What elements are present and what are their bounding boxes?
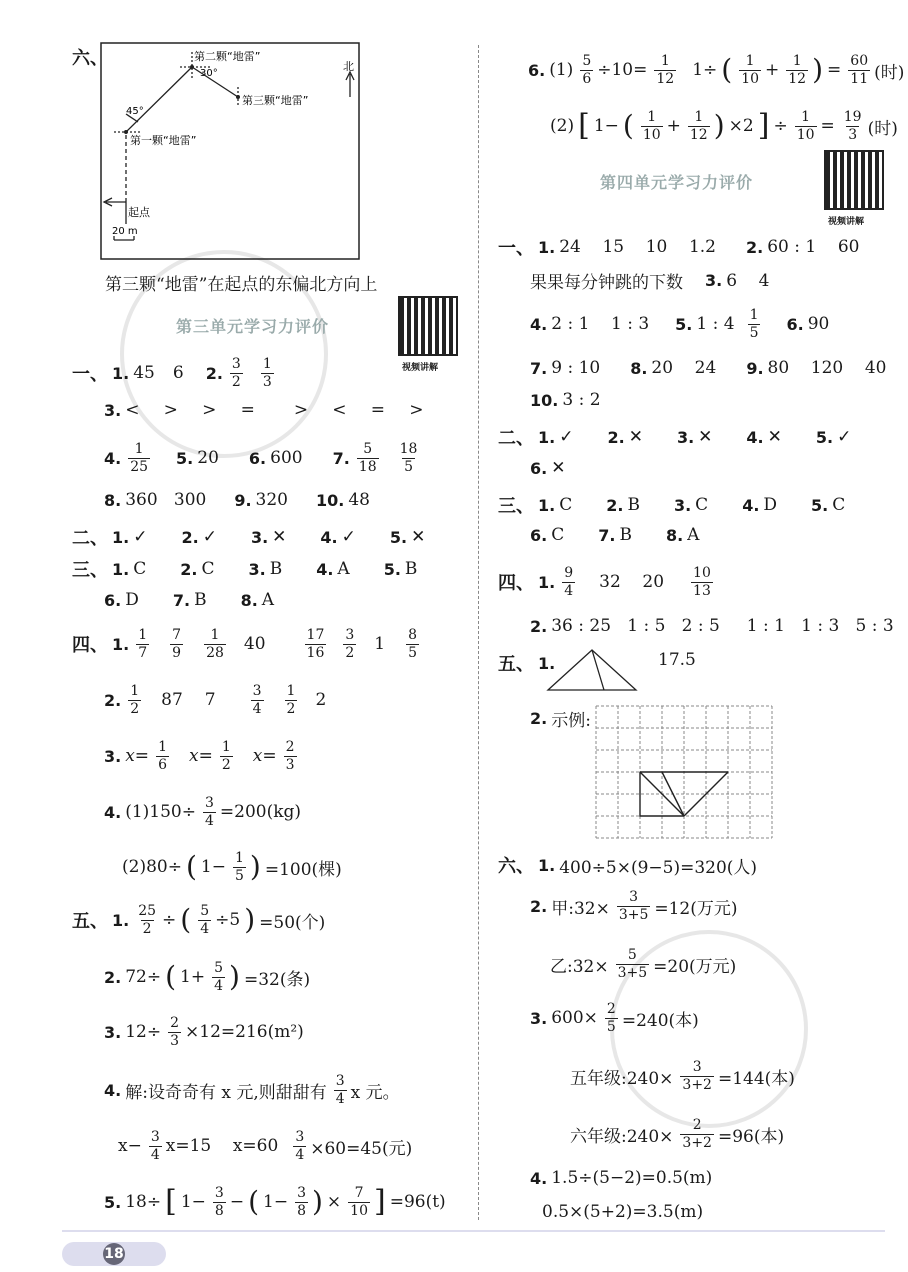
answer-value: 1− <box>200 857 226 877</box>
answer-value: (2)80÷ <box>122 857 182 877</box>
answer-value: =100(棵) <box>264 859 342 880</box>
answer-value: 12÷ <box>125 1022 162 1042</box>
answer-value: 1 : 4 <box>696 314 735 334</box>
fraction: 9 4 <box>564 565 574 599</box>
answer-value: C <box>133 559 147 579</box>
section-label: 五、 <box>498 654 534 675</box>
section-label: 一、 <box>498 238 534 259</box>
answer-value: 2 : 1 1 : 3 <box>551 314 650 334</box>
answer-value: 1− <box>180 1192 206 1212</box>
answer-value: 400÷5×(9−5)=320(人) <box>559 857 758 878</box>
answer-value: =32(条) <box>243 969 311 990</box>
answer-value: − <box>229 1192 245 1212</box>
answer-value: C <box>551 525 565 545</box>
answer-value: B <box>619 525 632 545</box>
answer-value: C <box>695 495 709 515</box>
question-number: 6. <box>530 525 548 545</box>
section-label: 四、 <box>72 635 108 656</box>
fraction: $\frac{1}{5}$ <box>234 850 244 884</box>
fraction: 1 2 <box>286 683 296 717</box>
answer-row <box>118 1124 416 1168</box>
question-number: 2. <box>530 616 548 636</box>
question-number: 4. <box>746 427 764 447</box>
fraction: 3 4 <box>335 1073 345 1107</box>
answer-value: x= <box>252 746 277 766</box>
answer-value: (2) <box>550 116 575 136</box>
question-number: 2. <box>104 690 122 710</box>
answer-value: < > > = > < = > <box>125 400 426 420</box>
fraction: $\frac{1}{6}$ <box>158 739 167 773</box>
answer-row <box>550 942 740 986</box>
answer-value: 320 <box>255 490 288 510</box>
answer-value: 9 : 10 <box>551 358 601 378</box>
question-number: 4. <box>742 495 760 515</box>
fraction: $\frac{3}{8}$ <box>297 1185 306 1219</box>
answer-row <box>104 678 330 722</box>
fraction: $\frac{19}{3}$ <box>843 109 862 143</box>
fraction: $\frac{3}{4}$ <box>205 795 214 829</box>
question-number: 5. <box>811 495 829 515</box>
answer-value: (时) <box>874 62 905 83</box>
answer-value: x 元。 <box>350 1082 400 1103</box>
answer-value: 48 <box>348 490 370 510</box>
question-number: 6. <box>248 448 267 468</box>
page-number-badge <box>62 1242 166 1266</box>
fraction: $\frac{1}{10}$ <box>796 109 815 143</box>
answer-row <box>570 1112 788 1156</box>
question-number: 4. <box>104 1080 122 1100</box>
answer-value: ✓ <box>202 527 217 547</box>
question-number: 8. <box>240 590 258 610</box>
fraction: 3 2 <box>231 356 241 390</box>
question-number: 1. <box>112 527 130 547</box>
answer-value: (时) <box>867 118 898 139</box>
fraction: $\frac{3}{4}$ <box>295 1129 305 1163</box>
section-label: 三、 <box>498 496 534 517</box>
answer-value: 24 15 10 1.2 <box>559 237 716 257</box>
question-number: 5. <box>389 527 408 547</box>
answer-value: x=15 x=60 <box>165 1136 279 1156</box>
answer-row <box>498 560 717 604</box>
answer-value: 87 <box>161 690 183 710</box>
question-number: 7. <box>530 358 548 378</box>
answer-value: + <box>666 116 681 136</box>
answer-value: 20 <box>197 448 219 468</box>
answer-row <box>104 400 429 420</box>
question-number: 7. <box>332 448 350 468</box>
answer-value: (1) <box>549 60 574 80</box>
answer-value: =50(个) <box>259 912 326 933</box>
unit4-title: 第四单元学习力评价 <box>600 173 754 192</box>
answer-row <box>530 996 703 1040</box>
fraction: 1 3 <box>262 356 272 390</box>
question-number: 2. <box>205 363 223 383</box>
answer-row <box>498 234 863 260</box>
section-label: 一、 <box>72 364 108 385</box>
fraction: $\frac{2}{3}$ <box>285 739 295 773</box>
answer-value: 1.5÷(5−2)=0.5(m) <box>551 1168 713 1188</box>
answer-value: 1− <box>263 1192 289 1212</box>
answer-row <box>498 852 761 878</box>
section-label: 五、 <box>72 911 108 932</box>
section-label: 四、 <box>498 573 534 594</box>
answer-value: A <box>337 559 350 579</box>
answer-value: 果果每分钟跳的下数 <box>530 273 683 293</box>
answer-value: =200(kg) <box>219 802 302 822</box>
section-label: 三、 <box>72 560 108 581</box>
question-number: 5. <box>176 448 194 468</box>
answer-row <box>72 524 459 550</box>
answer-value: 1÷ <box>692 60 718 80</box>
answer-value: 五年级:240× <box>570 1068 674 1089</box>
question-number: 7. <box>598 525 616 545</box>
question-number: 1. <box>538 427 556 447</box>
fraction: 1 2 <box>130 683 140 717</box>
fraction: $\frac{1}{2}$ <box>221 739 231 773</box>
fraction: 17 16 <box>306 627 325 661</box>
answer-value: 甲:32× <box>551 898 610 919</box>
answer-value: 20 24 <box>651 358 717 378</box>
grid-drawing-example <box>594 704 776 840</box>
question-number: 10. <box>316 490 345 510</box>
fraction: 1 28 <box>206 627 224 661</box>
map-label-scale: 20 m <box>112 226 138 237</box>
answer-row <box>104 1010 308 1054</box>
question-number: 2. <box>606 495 624 515</box>
answer-row: 2. 72÷ ( 1+ $\frac{5}{4}$ ) =32(条) <box>104 960 311 994</box>
answer-value: ÷10= <box>597 60 648 80</box>
question-number: 4. <box>104 802 122 822</box>
answer-value: ×12=216(m²) <box>185 1022 304 1042</box>
question-number: 8. <box>630 358 648 378</box>
answer-value: + <box>765 60 780 80</box>
question-number: 2. <box>607 427 625 447</box>
question-number: 2. <box>530 896 548 916</box>
question-number: 1. <box>538 653 556 673</box>
map-label-mine1: 第一颗“地雷” <box>130 134 197 147</box>
question-number: 5. <box>815 427 834 447</box>
question-number: 1. <box>538 237 556 257</box>
question-number: 1. <box>112 363 130 383</box>
answer-value: 1+ <box>180 967 206 987</box>
answer-row <box>658 650 700 670</box>
fraction: $\frac{3}{3+2}$ <box>682 1059 712 1093</box>
answer-value: 360 300 <box>125 490 207 510</box>
column-divider <box>478 45 479 1220</box>
answer-value: 6 4 <box>726 270 770 291</box>
answer-value: 乙:32× <box>550 956 609 977</box>
question-number: 4. <box>104 448 122 468</box>
answer-row <box>72 622 423 666</box>
fraction: $\frac{3}{4}$ <box>150 1129 160 1163</box>
answer-value: ×2 <box>728 116 754 136</box>
answer-value: 45 <box>133 363 155 383</box>
fraction: 1 5 <box>749 307 759 341</box>
qr-code-icon[interactable] <box>398 296 458 356</box>
answer-row <box>530 706 595 731</box>
section-six-label: 六、 <box>72 48 108 69</box>
question-number: 2. <box>104 967 122 987</box>
answer-row <box>498 492 879 518</box>
answer-row <box>530 268 773 293</box>
fraction: $\frac{2}{3}$ <box>170 1015 180 1049</box>
answer-value: 72÷ <box>125 967 162 987</box>
fraction: $\frac{5}{4}$ <box>200 903 210 937</box>
question-number: 3. <box>104 400 122 420</box>
answer-row <box>530 302 833 346</box>
question-number: 3. <box>248 559 266 579</box>
fraction: $\frac{5}{6}$ <box>582 53 592 87</box>
question-number: 3. <box>250 527 269 547</box>
fraction: 1 10 <box>642 109 661 143</box>
page-number: 18 <box>103 1243 125 1265</box>
answer-row <box>104 790 305 834</box>
answer-value: A <box>687 525 700 545</box>
answer-value: =20(万元) <box>653 956 737 977</box>
question-number: 2. <box>180 559 198 579</box>
unit3-title: 第三单元学习力评价 <box>176 317 330 336</box>
qr-caption: 视频讲解 <box>828 217 865 227</box>
answer-value: x= <box>125 746 150 766</box>
answer-row <box>530 525 733 545</box>
map-label-mine3: 第三颗“地雷” <box>242 94 309 107</box>
answer-value: 3 : 2 <box>562 390 601 410</box>
fraction: $\frac{1}{12}$ <box>656 53 675 87</box>
answer-row <box>72 556 451 582</box>
answer-value: B <box>194 590 207 610</box>
question-number: 2. <box>181 527 199 547</box>
map-label-angle45: 45° <box>126 106 144 117</box>
question-number: 3. <box>104 1022 122 1042</box>
question-number: 8. <box>665 525 684 545</box>
question-number: 5. <box>104 1192 122 1212</box>
fraction: 1 7 <box>138 627 148 661</box>
answer-value: D <box>125 590 139 610</box>
question-number: 1. <box>112 559 130 579</box>
fraction: $\frac{7}{10}$ <box>350 1185 368 1219</box>
answer-row <box>104 490 374 510</box>
fraction: $\frac{5}{4}$ <box>214 960 224 994</box>
answer-value: =240(本) <box>621 1010 699 1031</box>
answer-row: 6. (1) $\frac{5}{6}$ ÷10= $\frac{1}{12}$ 1÷ ( 1 10 + $\frac{1}{12}$ ) = $\frac{60}{11}$ (时) <box>528 53 905 87</box>
fraction: $\frac{2}{3+2}$ <box>682 1117 712 1151</box>
answer-value: 解:设奇奇有 x 元,则甜甜有 <box>125 1082 327 1103</box>
answer-row <box>530 458 599 478</box>
answer-value: 示例: <box>551 711 591 731</box>
question-number: 10. <box>530 390 559 410</box>
answer-value: =12(万元) <box>654 898 738 919</box>
fraction: 8 5 <box>408 627 418 661</box>
answer-value: ✕ <box>767 427 782 447</box>
section-label: 二、 <box>72 528 108 549</box>
answer-value: ✕ <box>628 427 643 447</box>
map-label-north: 北 <box>343 60 354 73</box>
answer-row <box>530 390 605 410</box>
answer-row <box>104 590 308 610</box>
answer-row <box>104 438 423 478</box>
answer-value: x= <box>188 746 213 766</box>
answer-row <box>530 1168 716 1188</box>
answer-value: 18÷ <box>125 1192 162 1212</box>
answer-row: 五、 1. $\frac{25}{2}$ ÷ ( $\frac{5}{4}$ ÷5 ) =50(个) <box>72 903 326 937</box>
six-answer-text: 第三颗“地雷”在起点的东偏北方向上 <box>105 275 378 295</box>
question-number: 1. <box>538 855 556 875</box>
fraction: $\frac{25}{2}$ <box>138 903 157 937</box>
answer-value: 1− <box>593 116 619 136</box>
answer-value: B <box>627 495 640 515</box>
answer-value: ✓ <box>837 427 852 447</box>
answer-value: 17.5 <box>658 650 696 670</box>
answer-value: 90 <box>807 314 830 334</box>
answer-value: 7 <box>204 690 216 710</box>
question-number: 9. <box>746 358 764 378</box>
section-label: 二、 <box>498 428 534 449</box>
answer-value: =96(本) <box>717 1126 785 1147</box>
answer-value: ✓ <box>341 527 356 547</box>
answer-value: ✕ <box>411 527 426 547</box>
fraction: 1 10 <box>741 53 760 87</box>
fraction: 18 5 <box>399 441 418 475</box>
answer-value: =144(本) <box>717 1068 795 1089</box>
question-number: 3. <box>676 427 695 447</box>
fraction: 5 18 <box>358 441 377 475</box>
answer-value: ÷5 <box>215 910 241 930</box>
question-number: 4. <box>530 1168 548 1188</box>
answer-row <box>498 424 885 450</box>
question-number: 2. <box>746 237 764 257</box>
answer-value: = <box>827 60 842 80</box>
triangle-figure <box>546 646 638 692</box>
answer-value: ✓ <box>133 527 148 547</box>
map-label-angle30: 30° <box>200 68 218 79</box>
answer-value: ×60=45(元) <box>310 1138 413 1159</box>
answer-value: B <box>269 559 283 579</box>
answer-value: 600 <box>270 448 303 468</box>
answer-value: C <box>559 495 573 515</box>
question-number: 4. <box>530 314 548 334</box>
answer-value: 60 : 1 60 <box>767 237 860 257</box>
fraction: $\frac{5}{3+5}$ <box>617 947 648 981</box>
answer-value: 32 20 <box>599 572 665 592</box>
answer-row <box>542 1202 707 1222</box>
answer-row <box>104 1068 404 1112</box>
answer-value: ✕ <box>551 458 566 478</box>
answer-row <box>72 355 278 391</box>
question-number: 1. <box>538 572 556 592</box>
answer-value: D <box>763 495 778 515</box>
section-label: 六、 <box>498 856 534 877</box>
question-number: 6. <box>528 60 546 80</box>
fraction: $\frac{2}{5}$ <box>606 1001 616 1035</box>
question-number: 4. <box>316 559 334 579</box>
answer-value: 2 <box>315 690 327 710</box>
fraction: 10 13 <box>693 565 711 599</box>
answer-value: C <box>201 559 215 579</box>
answer-value: x− <box>118 1136 142 1156</box>
answer-row <box>530 616 898 636</box>
qr-code-icon[interactable] <box>824 150 884 210</box>
answer-row: (2) [ 1− ( 1 10 + $\frac{1}{12}$ ) ×2 ] ÷ $\frac{1}{10}$ = $\frac{19}{3}$ (时) <box>550 108 898 143</box>
fraction: $\frac{60}{11}$ <box>850 53 869 87</box>
answer-value: ✕ <box>272 527 287 547</box>
answer-value: ÷ <box>773 116 788 136</box>
fraction: $\frac{3}{3+5}$ <box>618 889 649 923</box>
answer-value: A <box>261 590 275 610</box>
map-label-mine2: 第二颗“地雷” <box>194 50 261 63</box>
question-number: 3. <box>104 746 122 766</box>
fraction: 3 4 <box>252 683 262 717</box>
answer-value: 6 <box>172 363 184 383</box>
question-number: 9. <box>234 490 252 510</box>
fraction: $\frac{1}{12}$ <box>788 53 807 87</box>
answer-row <box>570 1054 799 1098</box>
answer-value: =96(t) <box>389 1192 446 1212</box>
answer-row <box>530 358 890 378</box>
answer-value: B <box>404 559 418 579</box>
answer-value: × <box>326 1192 342 1212</box>
answer-value: ✕ <box>698 427 713 447</box>
question-number: 6. <box>104 590 122 610</box>
answer-row: (2)80÷ ( 1− $\frac{1}{5}$ ) =100(棵) <box>122 850 342 884</box>
question-number: 1. <box>538 495 556 515</box>
question-number: 5. <box>675 314 693 334</box>
fraction: 1 25 <box>130 441 149 475</box>
answer-value: 36 : 25 1 : 5 2 : 5 1 : 1 1 : 3 5 : 3 <box>551 616 894 636</box>
fraction: $\frac{3}{8}$ <box>214 1185 224 1219</box>
answer-value: 六年级:240× <box>570 1126 674 1147</box>
fraction: 3 2 <box>345 627 355 661</box>
map-label-start: 起点 <box>128 206 150 219</box>
answer-row <box>104 734 301 778</box>
question-number: 8. <box>104 490 122 510</box>
question-number: 7. <box>172 590 191 610</box>
question-number: 4. <box>320 527 338 547</box>
answer-value: 600× <box>551 1008 598 1028</box>
question-number: 6. <box>786 314 804 334</box>
answer-value: = <box>820 116 835 136</box>
answer-value: 40 <box>243 634 266 654</box>
answer-value: (1)150÷ <box>125 802 196 822</box>
fraction: 7 9 <box>172 627 182 661</box>
qr-caption: 视频讲解 <box>402 363 439 373</box>
question-number: 5. <box>383 559 401 579</box>
question-number: 3. <box>530 1008 548 1028</box>
answer-row: 5. 18÷ [ 1− $\frac{3}{8}$ − ( 1− $\frac{3}{8}$ ) × $\frac{7}{10}$ ] =96(t) <box>104 1184 446 1219</box>
question-number: 3. <box>673 495 692 515</box>
question-number: 6. <box>530 458 548 478</box>
answer-value: 80 120 40 <box>767 358 887 378</box>
question-number: 2. <box>530 709 548 728</box>
answer-value: 1 <box>374 634 386 654</box>
question-number: 3. <box>705 271 723 290</box>
answer-value: 0.5×(5+2)=3.5(m) <box>542 1202 704 1222</box>
right-column <box>480 0 905 1272</box>
answer-value: ÷ <box>162 910 177 930</box>
answer-row <box>530 884 742 928</box>
question-number: 1. <box>112 634 130 654</box>
question-number: 1. <box>112 910 130 930</box>
answer-value: ✓ <box>559 427 574 447</box>
landmine-map-diagram <box>100 42 362 262</box>
fraction: $\frac{1}{12}$ <box>689 109 708 143</box>
answer-value: C <box>832 495 846 515</box>
